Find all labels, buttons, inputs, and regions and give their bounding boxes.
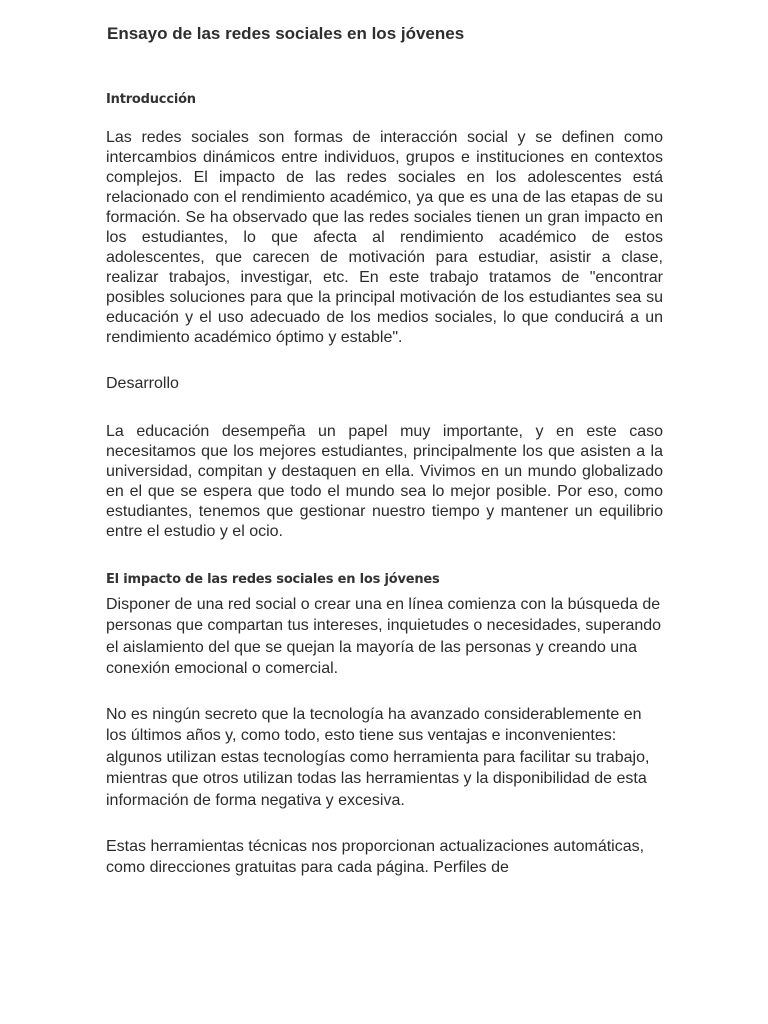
paragraph-impacto-3: Estas herramientas técnicas nos proporcionan actualizaciones automáticas, como direcciones gratuitas para cada página. Perfiles de xyxy=(106,838,645,877)
paragraph-impacto-1: Disponer de una red social o crear una en línea comienza con la búsqueda de personas que compartan tus intereses, inquietudes o necesidades, superando el aislamiento del que se quejan la mayoría de las personas y creando una conexión emocional o comercial. xyxy=(106,596,662,678)
paragraph-desarrollo: La educación desempeña un papel muy importante, y en este caso necesitamos que los mejores estudiantes, principalmente los que asisten a la universidad, compitan y destaquen en ella. Vivimos en un mundo globalizado en el que se espera que todo el mundo sea lo mejor posible. Por eso, como estudiantes, tenemos que gestionar nuestro tiempo y mantener un equilibrio entre el estudio y el ocio. xyxy=(106,423,663,540)
document-title: Ensayo de las redes sociales en los jóvenes xyxy=(107,24,465,43)
paragraph-introduccion: Las redes sociales son formas de interacción social y se definen como intercambios dinámicos entre individuos, grupos e instituciones en contextos complejos. El impacto de las redes sociales en los adolescentes está relacionado con el rendimiento académico, ya que es una de las etapas de su formación. Se ha observado que las redes sociales tienen un gran impacto en los estudiantes, lo que afecta al rendimiento académico de estos adolescentes, que carecen de motivación para estudiar, asistir a clase, realizar trabajos, investigar, etc. En este trabajo tratamos de "encontrar posibles soluciones para que la principal motivación de los estudiantes sea su educación y el uso adecuado de los medios sociales, lo que conducirá a un rendimiento académico óptimo y estable". xyxy=(106,129,663,346)
paragraph-impacto-2: No es ningún secreto que la tecnología ha avanzado considerablemente en los últimos años y, como todo, esto tiene sus ventajas e inconvenientes: algunos utilizan estas tecnologías como herramienta para facilitar su trabajo, mientras que otros utilizan todas las herramientas y la disponibilidad de esta información de forma negativa y excesiva. xyxy=(106,706,650,809)
section-heading-impacto: El impacto de las redes sociales en los jóvenes xyxy=(106,572,440,587)
section-heading-introduccion: Introducción xyxy=(106,92,196,107)
section-heading-desarrollo: Desarrollo xyxy=(106,375,179,392)
